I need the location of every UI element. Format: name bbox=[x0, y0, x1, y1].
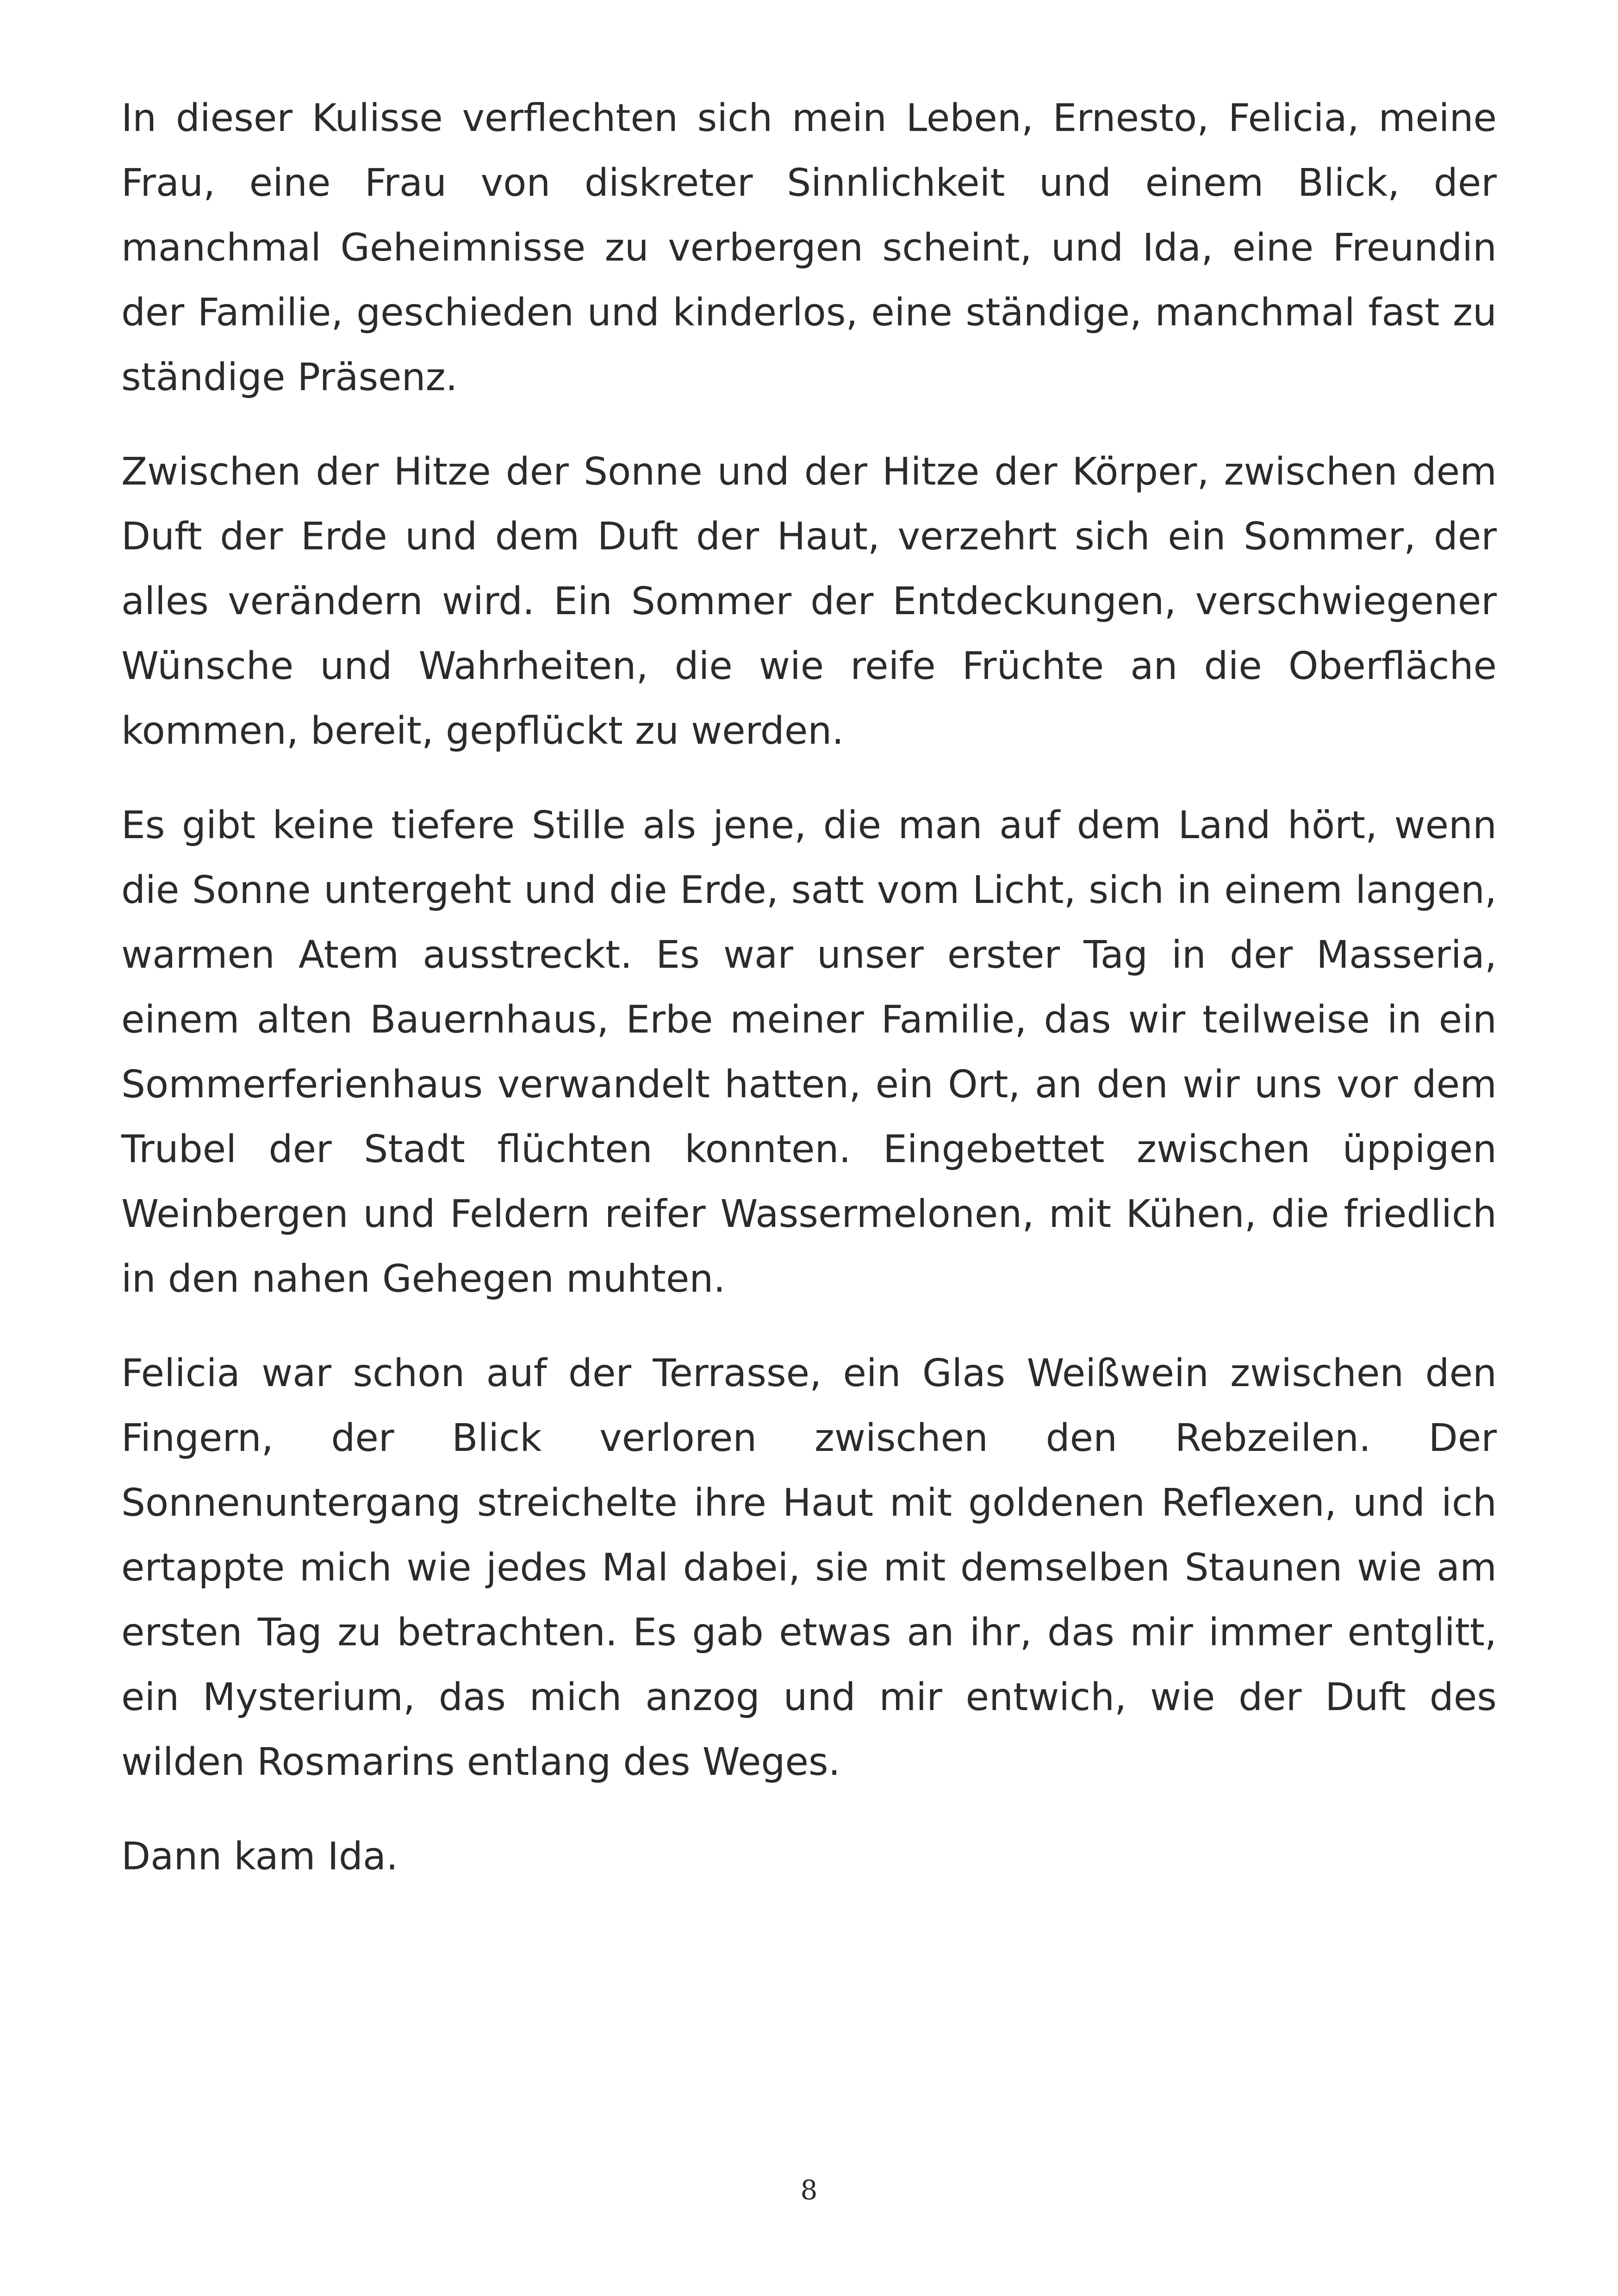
paragraph-2: Zwischen der Hitze der Sonne und der Hitze der Körper, zwischen dem Duft der Erde und dem Duft der Haut, verzehrt sich ein Sommer, der alles verändern wird. Ein Sommer der Entdeckungen, verschwiegener Wünsche und Wahrheiten, die wie reife Früchte an die Oberfläche kommen, bereit, gepflückt zu werden. bbox=[121, 450, 1497, 753]
paragraph-1: In dieser Kulisse verflechten sich mein Leben, Ernesto, Felicia, meine Frau, eine Frau von diskreter Sinnlichkeit und einem Blick, der manchmal Geheimnisse zu verbergen scheint, und Ida, eine Freundin der Familie, geschieden und kinderlos, eine ständige, manchmal fast zu ständige Präsenz. bbox=[121, 96, 1497, 399]
paragraph-3: Es gibt keine tiefere Stille als jene, die man auf dem Land hört, wenn die Sonne untergeht und die Erde, satt vom Licht, sich in einem langen, warmen Atem ausstreckt. Es war unser erster Tag in der Masseria, einem alten Bauernhaus, Erbe meiner Familie, das wir teilweise in ein Sommerferienhaus verwandelt hatten, ein Ort, an den wir uns vor dem Trubel der Stadt flüchten konnten. Eingebettet zwischen üppigen Weinbergen und Feldern reifer Wassermelonen, mit Kühen, die friedlich in den nahen Gehegen muhten. bbox=[121, 803, 1497, 1301]
body-text bbox=[121, 86, 1497, 1889]
paragraph-5: Dann kam Ida. bbox=[121, 1835, 398, 1879]
paragraph-4: Felicia war schon auf der Terrasse, ein Glas Weißwein zwischen den Fingern, der Blick verloren zwischen den Rebzeilen. Der Sonnenuntergang streichelte ihre Haut mit goldenen Reflexen, und ich ertappte mich wie jedes Mal dabei, sie mit demselben Staunen wie am ersten Tag zu betrachten. Es gab etwas an ihr, das mir immer entglitt, ein Mysterium, das mich anzog und mir entwich, wie der Duft des wilden Rosmarins entlang des Weges. bbox=[121, 1351, 1497, 1784]
page-number: 8 bbox=[800, 2174, 818, 2206]
